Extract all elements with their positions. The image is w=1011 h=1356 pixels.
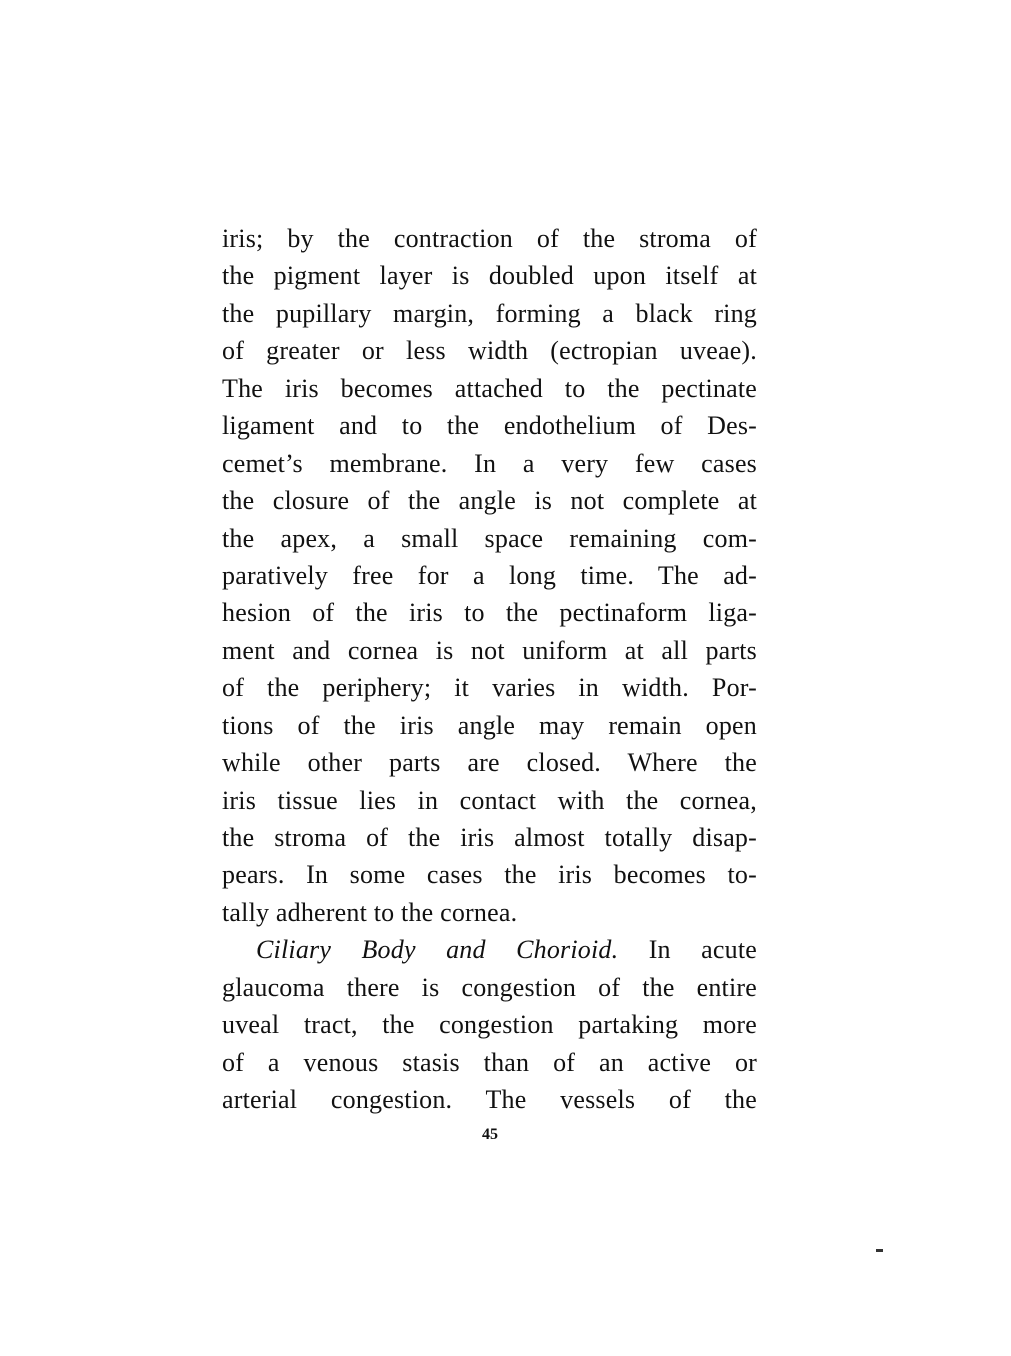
text-line: uveal tract, the congestion partaking more (222, 1010, 757, 1040)
text-line: arterial congestion. The vessels of the (222, 1085, 757, 1115)
section-heading: Ciliary Body and Chorioid. (256, 935, 619, 965)
section-first-line (222, 931, 757, 968)
text-line: pears. In some cases the iris becomes to- (222, 860, 757, 890)
text-line: the pupillary margin, forming a black ring (222, 298, 757, 328)
text-line: the stroma of the iris almost totally disap- (222, 823, 757, 852)
text-line: hesion of the iris to the pectinaform liga- (222, 598, 757, 628)
text-line: of greater or less width (ectropian uveae). (222, 336, 757, 366)
text-line: glaucoma there is congestion of the entire (222, 972, 757, 1002)
text-line: cemet’s membrane. In a very few cases (222, 448, 757, 478)
page-number: 45 (482, 1126, 498, 1143)
section-first-line-text: In acute (648, 935, 758, 965)
text-line: iris; by the contraction of the stroma of (222, 224, 757, 253)
text-line: of a venous stasis than of an active or (222, 1047, 757, 1077)
text-line: ment and cornea is not uniform at all parts (222, 635, 757, 665)
text-line: the apex, a small space remaining com- (222, 523, 757, 553)
text-line: iris tissue lies in contact with the cornea, (222, 785, 757, 815)
text-line: while other parts are closed. Where the (222, 748, 757, 778)
text-line: the pigment layer is doubled upon itself at (222, 261, 757, 291)
text-line: the closure of the angle is not complete at (222, 486, 757, 516)
body-text (222, 220, 757, 1119)
text-line: tally adherent to the cornea. (222, 897, 518, 927)
text-line: The iris becomes attached to the pectinate (222, 373, 757, 403)
text-line: ligament and to the endothelium of Des- (222, 411, 757, 441)
text-line: paratively free for a long time. The ad- (222, 560, 757, 590)
scan-speck (876, 1249, 883, 1252)
text-line: of the periphery; it varies in width. Por- (222, 673, 757, 703)
text-line: tions of the iris angle may remain open (222, 710, 757, 740)
